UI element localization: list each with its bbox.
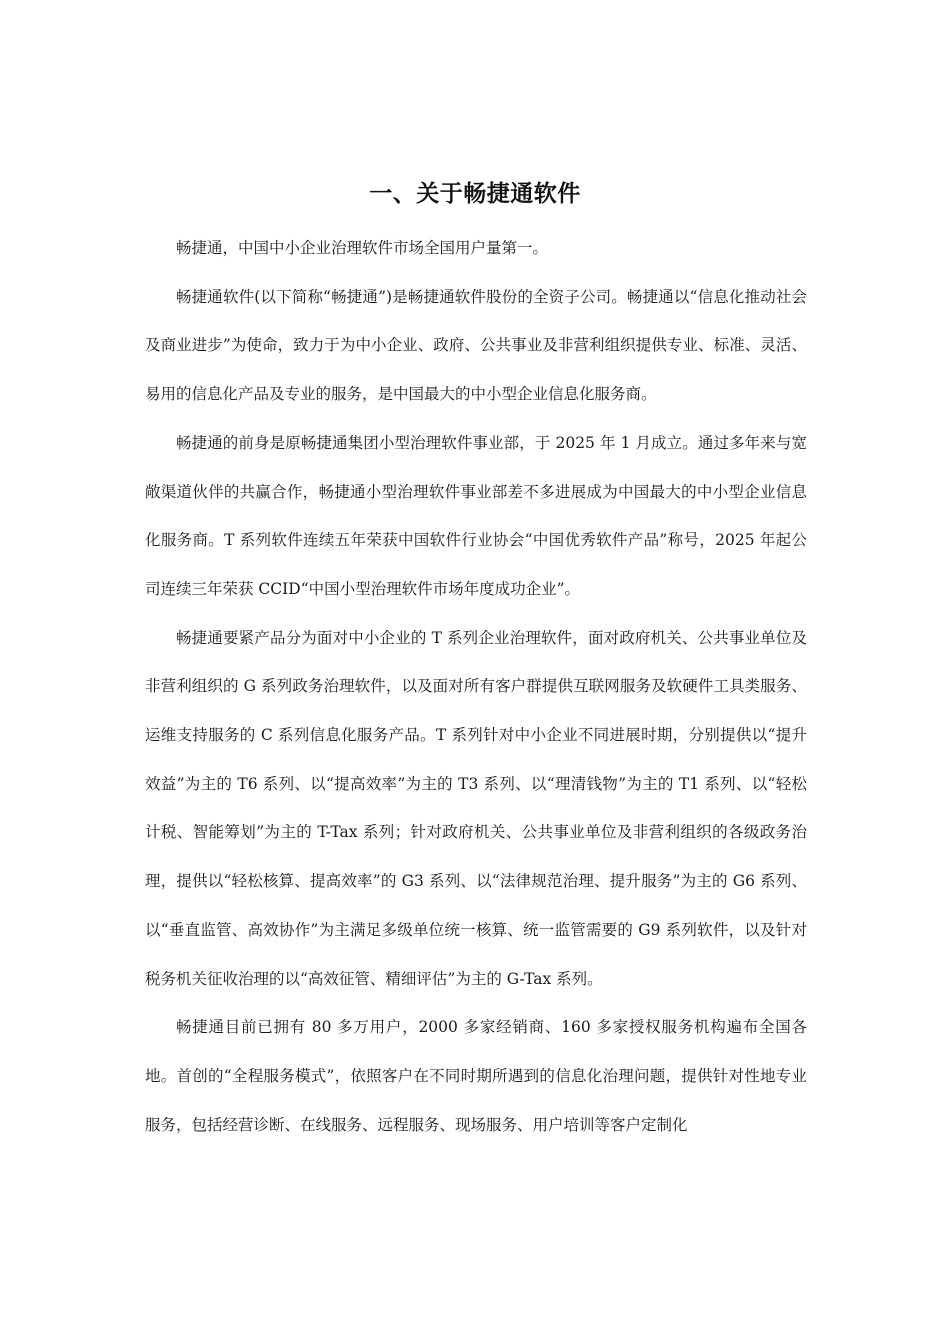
paragraph-products: 畅捷通要紧产品分为面对中小企业的 T 系列企业治理软件，面对政府机关、公共事业单位及非营利组织的 G 系列政务治理软件，以及面对所有客户群提供互联网服务及软硬件工具类服务、运维支持服务的 C 系列信息化服务产品。T 系列针对中小企业不同进展时期，分别提供以“提升效益”为主的 T6 系列、以“提高效率”为主的 T3 系列、以“理清钱物”为主的 T1 系列、以“轻松计税、智能筹划”为主的 T-Tax 系列；针对政府机关、公共事业单位及非营利组织的各级政务治理，提供以“轻松核算、提高效率”的 G3 系列、以“法律规范治理、提升服务”为主的 G6 系列、以“垂直监管、高效协作”为主满足多级单位统一核算、统一监管需要的 G9 系列软件，以及针对税务机关征收治理的以“高效征管、精细评估”为主的 G-Tax 系列。 [145,628,807,988]
paragraph-intro: 畅捷通，中国中小企业治理软件市场全国用户量第一。 [176,239,549,257]
body-text [145,224,807,1149]
section-title: 一、关于畅捷通软件 [369,181,581,207]
paragraph-history: 畅捷通的前身是原畅捷通集团小型治理软件事业部，于 2025 年 1 月成立。通过多年来与宽敞渠道伙伴的共赢合作，畅捷通小型治理软件事业部差不多进展成为中国最大的中小型企业信息化服务商。T 系列软件连续五年荣获中国软件行业协会“中国优秀软件产品”称号，2025 年起公司连续三年荣获 CCID“中国小型治理软件市场年度成功企业”。 [145,433,807,598]
paragraph-services: 畅捷通目前已拥有 80 多万用户，2000 多家经销商、160 多家授权服务机构遍布全国各地。首创的“全程服务模式”，依照客户在不同时期所遇到的信息化治理问题，提供针对性地专业服务，包括经营诊断、在线服务、远程服务、现场服务、用户培训等客户定制化 [145,1018,807,1134]
paragraph-company: 畅捷通软件(以下简称“畅捷通”)是畅捷通软件股份的全资子公司。畅捷通以“信息化推动社会及商业进步”为使命，致力于为中小企业、政府、公共事业及非营利组织提供专业、标准、灵活、易用的信息化产品及专业的服务，是中国最大的中小型企业信息化服务商。 [145,287,807,404]
